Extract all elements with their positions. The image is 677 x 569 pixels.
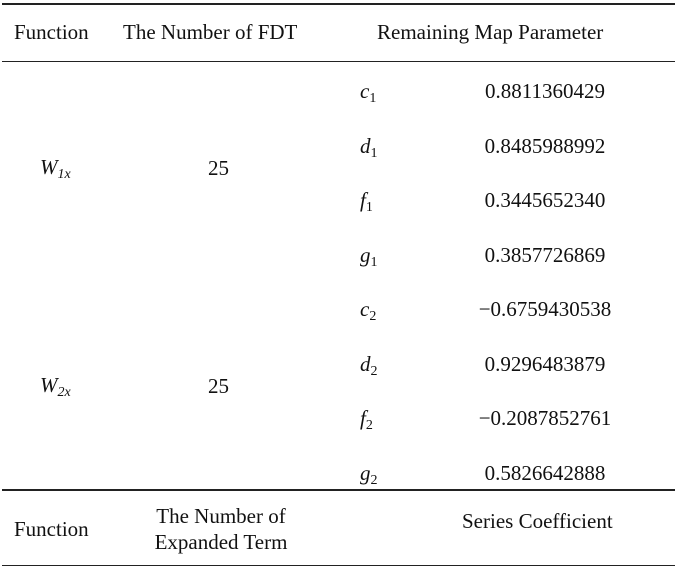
param-symbol-letter: g: [360, 460, 371, 485]
bottom-rule: [2, 565, 675, 566]
param-value: 0.9296483879: [484, 351, 606, 376]
function-cell: [40, 155, 71, 182]
param-symbol-letter: d: [360, 351, 371, 376]
param-value: 0.8485988992: [484, 133, 606, 158]
param-symbol-letter: f: [360, 406, 366, 430]
param-symbol-letter: g: [360, 242, 371, 267]
param-symbol-letter: d: [360, 133, 371, 158]
header-params: Remaining Map Parameter: [377, 20, 604, 44]
param-symbol: [360, 188, 373, 215]
param-value: 0.3445652340: [484, 188, 606, 212]
fdt-count-cell: 25: [208, 156, 229, 180]
footer-function: Function: [14, 517, 89, 541]
function-subscript: 1x: [57, 167, 71, 182]
section-rule: [2, 489, 675, 491]
param-symbol-subscript: 2: [365, 418, 373, 433]
param-symbol: [360, 460, 378, 488]
param-symbol-subscript: 2: [369, 309, 377, 324]
function-cell: [40, 373, 71, 400]
param-symbol-subscript: 1: [370, 254, 378, 270]
function-base: W: [40, 373, 58, 397]
param-value: −0.2087852761: [478, 406, 612, 430]
header-fdt: The Number of FDT: [123, 20, 298, 44]
param-symbol: [360, 133, 378, 161]
param-value: −0.6759430538: [478, 297, 612, 321]
param-symbol: [360, 297, 377, 324]
footer-expanded-term: [136, 503, 306, 555]
footer-expanded-line2: Expanded Term: [154, 530, 288, 554]
param-symbol: [360, 406, 373, 433]
param-symbol-subscript: 2: [370, 472, 378, 488]
param-symbol-subscript: 1: [365, 200, 373, 215]
param-value: 0.5826642888: [484, 460, 606, 485]
function-base: W: [40, 155, 58, 179]
param-value: 0.8811360429: [485, 79, 605, 103]
footer-expanded-line1: The Number of: [156, 504, 286, 528]
fdt-count-cell: 25: [208, 374, 229, 398]
param-symbol: [360, 351, 378, 379]
param-symbol-letter: c: [360, 79, 370, 103]
top-rule: [2, 3, 675, 5]
param-symbol-subscript: 1: [370, 145, 378, 161]
param-symbol-letter: f: [360, 188, 366, 212]
param-symbol-letter: c: [360, 297, 370, 321]
param-value: 0.3857726869: [484, 242, 606, 267]
function-subscript: 2x: [57, 385, 71, 400]
param-symbol-subscript: 1: [369, 91, 377, 106]
param-symbol: [360, 79, 377, 106]
footer-series-coefficient: Series Coefficient: [462, 509, 613, 533]
header-rule: [2, 61, 675, 62]
param-symbol: [360, 242, 378, 270]
param-symbol-subscript: 2: [370, 363, 378, 379]
header-function: Function: [14, 20, 89, 44]
